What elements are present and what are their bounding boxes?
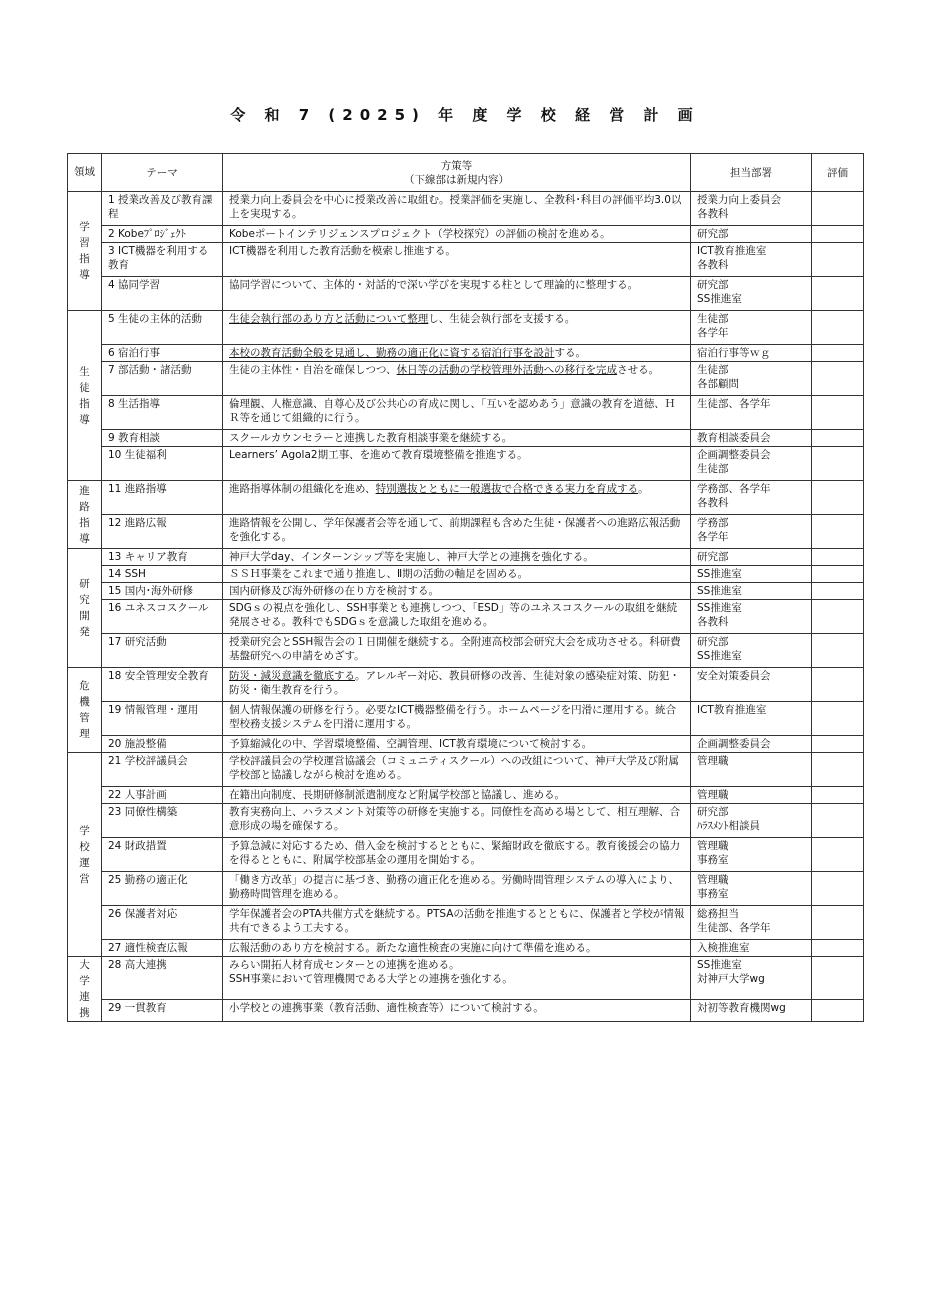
domain-cell: 学習指導	[68, 192, 102, 311]
table-row	[68, 736, 864, 753]
table-row	[68, 362, 864, 396]
policy-text: 生徒の主体性・自治を確保しつつ、	[229, 364, 397, 376]
theme-cell: 20 施設整備	[102, 736, 223, 753]
domain-cell: 大学連携	[68, 957, 102, 1022]
document-title: 令 和 7 (2025) 年 度 学 校 経 営 計 画	[230, 106, 700, 124]
theme-cell: 3 ICT機器を利用する教育	[102, 243, 223, 277]
theme-cell: 15 国内･海外研修	[102, 583, 223, 600]
theme-cell: 6 宿泊行事	[102, 345, 223, 362]
policy-cell	[223, 940, 691, 957]
eval-cell[interactable]	[812, 906, 864, 940]
theme-cell: 13 キャリア教育	[102, 549, 223, 566]
policy-cell	[223, 515, 691, 549]
policy-cell	[223, 668, 691, 702]
table-row	[68, 549, 864, 566]
policy-text: する。	[554, 347, 586, 359]
policy-text: 学校評議員会の学校運営協議会（コミュニティスクール）への改組について、神戸大学及び附属学校部と協議しながら検討を進める。	[229, 755, 679, 781]
policy-text: 。アレルギー対応、教員研修の改善、生徒対象の感染症対策、防犯・防災・衛生教育を行う。	[229, 670, 680, 696]
eval-cell[interactable]	[812, 1000, 864, 1022]
new-content-underlined: 生徒会執行部のあり方と活動について整理	[229, 313, 429, 325]
policy-text: 国内研修及び海外研修の在り方を検討する。	[229, 585, 439, 597]
domain-cell: 進路指導	[68, 481, 102, 549]
dept-cell: 研究部	[691, 226, 812, 243]
theme-cell: 11 進路指導	[102, 481, 223, 515]
theme-cell: 18 安全管理安全教育	[102, 668, 223, 702]
theme-cell: 23 同僚性構築	[102, 804, 223, 838]
policy-cell	[223, 362, 691, 396]
table-body	[68, 192, 864, 1022]
table-row	[68, 515, 864, 549]
eval-cell[interactable]	[812, 396, 864, 430]
dept-cell: 研究部	[691, 549, 812, 566]
dept-cell: 管理職 事務室	[691, 838, 812, 872]
theme-cell: 8 生活指導	[102, 396, 223, 430]
dept-cell: 研究部 SS推進室	[691, 634, 812, 668]
table-row	[68, 872, 864, 906]
policy-cell	[223, 549, 691, 566]
policy-cell	[223, 566, 691, 583]
eval-cell[interactable]	[812, 940, 864, 957]
table-row	[68, 566, 864, 583]
theme-cell: 26 保護者対応	[102, 906, 223, 940]
eval-cell[interactable]	[812, 226, 864, 243]
policy-text: Learners’ Agola2期工事、を進めて教育環境整備を推進する。	[229, 449, 528, 461]
dept-cell: 管理職	[691, 787, 812, 804]
policy-text: 進路情報を公開し、学年保護者会等を通して、前期課程も含めた生徒・保護者への進路広報活動を強化する。	[229, 517, 681, 543]
policy-cell	[223, 192, 691, 226]
table-row	[68, 583, 864, 600]
policy-cell	[223, 583, 691, 600]
header-domain: 領域	[68, 154, 102, 192]
dept-cell: 生徒部、各学年	[691, 396, 812, 430]
domain-cell: 危機管理	[68, 668, 102, 753]
domain-cell: 研究開発	[68, 549, 102, 668]
table-row	[68, 447, 864, 481]
dept-cell: 研究部 SS推進室	[691, 277, 812, 311]
policy-text: し、生徒会執行部を支援する。	[428, 313, 576, 325]
policy-text: スクールカウンセラーと連携した教育相談事業を継続する。	[229, 432, 513, 444]
dept-cell: 管理職 事務室	[691, 872, 812, 906]
dept-cell: 生徒部 各学年	[691, 311, 812, 345]
theme-cell: 7 部活動・諸活動	[102, 362, 223, 396]
policy-cell	[223, 906, 691, 940]
theme-cell: 4 協同学習	[102, 277, 223, 311]
theme-cell: 9 教育相談	[102, 430, 223, 447]
dept-cell: ICT教育推進室	[691, 702, 812, 736]
dept-cell: 安全対策委員会	[691, 668, 812, 702]
new-content-underlined: 本校の教育活動全般を見通し、勤務の適正化に資する宿泊行事を設計	[229, 347, 555, 359]
policy-text: 授業研究会とSSH報告会の１日開催を継続する。全附連高校部会研究大会を成功させる。科研費基盤研究への申請をめざす。	[229, 636, 681, 662]
eval-cell[interactable]	[812, 362, 864, 396]
policy-cell	[223, 600, 691, 634]
eval-cell[interactable]	[812, 566, 864, 583]
policy-text: 予算急減に対応するため、借入金を検討するとともに、緊縮財政を徹底する。教育後援会の協力を得るとともに、附属学校部基金の運用を開始する。	[229, 840, 681, 866]
dept-cell: 生徒部 各部顧問	[691, 362, 812, 396]
policy-cell	[223, 702, 691, 736]
dept-cell: ICT教育推進室 各教科	[691, 243, 812, 277]
table-row	[68, 906, 864, 940]
policy-text: 予算縮減化の中、学習環境整備、空調管理、ICT教育環境について検討する。	[229, 738, 593, 750]
policy-text: 神戸大学day、インターンシップ等を実施し、神戸大学との連携を強化する。	[229, 551, 594, 563]
policy-text: 「働き方改革」の提言に基づき、勤務の適正化を進める。労働時間管理システムの導入により、勤務時間管理を進める。	[229, 874, 680, 900]
policy-text: 在籍出向制度、長期研修制派遣制度など附属学校部と協議し、進める。	[229, 789, 565, 801]
policy-cell	[223, 736, 691, 753]
table-row	[68, 430, 864, 447]
dept-cell: 企画調整委員会	[691, 736, 812, 753]
eval-cell[interactable]	[812, 804, 864, 838]
policy-cell	[223, 872, 691, 906]
dept-cell: 宿泊行事等ｗｇ	[691, 345, 812, 362]
dept-cell: 管理職	[691, 753, 812, 787]
theme-cell: 24 財政措置	[102, 838, 223, 872]
table-row	[68, 702, 864, 736]
table-row	[68, 600, 864, 634]
policy-text: 進路指導体制の組織化を進め、	[229, 483, 376, 495]
eval-cell[interactable]	[812, 345, 864, 362]
dept-cell: 教育相談委員会	[691, 430, 812, 447]
eval-cell[interactable]	[812, 481, 864, 515]
table-row	[68, 787, 864, 804]
eval-cell[interactable]	[812, 838, 864, 872]
theme-cell: 29 一貫教育	[102, 1000, 223, 1022]
new-content-underlined: 防災・減災意識を徹底する	[229, 670, 355, 682]
table-row	[68, 277, 864, 311]
eval-cell[interactable]	[812, 243, 864, 277]
policy-cell	[223, 1000, 691, 1022]
header-eval: 評価	[812, 154, 864, 192]
eval-cell[interactable]	[812, 583, 864, 600]
policy-cell	[223, 634, 691, 668]
eval-cell[interactable]	[812, 753, 864, 787]
dept-cell: 企画調整委員会 生徒部	[691, 447, 812, 481]
policy-text: ICT機器を利用した教育活動を模索し推進する。	[229, 245, 456, 257]
theme-cell: 19 情報管理・運用	[102, 702, 223, 736]
theme-cell: 28 高大連携	[102, 957, 223, 1000]
theme-cell: 17 研究活動	[102, 634, 223, 668]
header-row	[68, 154, 864, 192]
domain-cell: 生徒指導	[68, 311, 102, 481]
theme-cell: 12 進路広報	[102, 515, 223, 549]
policy-cell	[223, 430, 691, 447]
dept-cell: 授業力向上委員会 各教科	[691, 192, 812, 226]
policy-cell	[223, 277, 691, 311]
policy-text: SDGｓの視点を強化し、SSH事業とも連携しつつ、「ESD」等のユネスコスクールの取組を継続発展させる。教科でもSDGｓを意識した取組を進める。	[229, 602, 678, 628]
dept-cell: 入検推進室	[691, 940, 812, 957]
policy-cell	[223, 481, 691, 515]
dept-cell: 総務担当 生徒部、各学年	[691, 906, 812, 940]
dept-cell: 学務部、各学年 各教科	[691, 481, 812, 515]
policy-cell	[223, 957, 691, 1000]
policy-cell	[223, 396, 691, 430]
management-plan-table	[67, 153, 864, 1022]
table-row	[68, 226, 864, 243]
dept-cell: 学務部 各学年	[691, 515, 812, 549]
policy-text: Kobeポートインテリジェンスプロジェクト（学校探究）の評価の検討を進める。	[229, 228, 611, 240]
policy-cell	[223, 311, 691, 345]
table-row	[68, 192, 864, 226]
policy-cell	[223, 838, 691, 872]
policy-cell	[223, 804, 691, 838]
header-policy: 方策等 （下線部は新規内容）	[223, 154, 691, 192]
dept-cell: 対初等教育機関wg	[691, 1000, 812, 1022]
policy-text: 個人情報保護の研修を行う。必要なICT機器整備を行う。ホームページを円滑に運用する。統合型校務支援システムを円滑に運用する。	[229, 704, 677, 730]
policy-cell	[223, 243, 691, 277]
policy-text: 協同学習について、主体的・対話的で深い学びを実現する柱として理論的に整理する。	[229, 279, 639, 291]
dept-cell: SS推進室 対神戸大学wg	[691, 957, 812, 1000]
policy-text: 学年保護者会のPTA共催方式を継続する。PTSAの活動を推進するとともに、保護者と学校が情報共有できるよう工夫する。	[229, 908, 685, 934]
table-row	[68, 838, 864, 872]
eval-cell[interactable]	[812, 430, 864, 447]
table-row	[68, 243, 864, 277]
theme-cell: 1 授業改善及び教育課程	[102, 192, 223, 226]
policy-cell	[223, 753, 691, 787]
table-row	[68, 481, 864, 515]
policy-text: みらい開拓人材育成センターとの連携を進める。 SSH事業において管理機関である大学との連携を強化する。	[229, 959, 513, 985]
policy-cell	[223, 447, 691, 481]
dept-cell: SS推進室	[691, 583, 812, 600]
table-row	[68, 804, 864, 838]
header-theme: テーマ	[102, 154, 223, 192]
dept-cell: SS推進室	[691, 566, 812, 583]
eval-cell[interactable]	[812, 447, 864, 481]
theme-cell: 22 人事計画	[102, 787, 223, 804]
dept-cell: 研究部 ﾊﾗｽﾒﾝﾄ相談員	[691, 804, 812, 838]
policy-cell	[223, 345, 691, 362]
theme-cell: 21 学校評議員会	[102, 753, 223, 787]
header-dept: 担当部署	[691, 154, 812, 192]
eval-cell[interactable]	[812, 702, 864, 736]
policy-text: させる。	[617, 364, 660, 376]
table-row	[68, 396, 864, 430]
table-row	[68, 940, 864, 957]
new-content-underlined: 休日等の活動の学校管理外活動への移行を完成	[396, 364, 618, 376]
table-row	[68, 345, 864, 362]
eval-cell[interactable]	[812, 515, 864, 549]
eval-cell[interactable]	[812, 787, 864, 804]
dept-cell: SS推進室 各教科	[691, 600, 812, 634]
domain-cell: 学校運営	[68, 753, 102, 957]
eval-cell[interactable]	[812, 192, 864, 226]
table-row	[68, 957, 864, 1000]
policy-text: 。	[638, 483, 649, 495]
table-row	[68, 668, 864, 702]
eval-cell[interactable]	[812, 277, 864, 311]
theme-cell: 10 生徒福利	[102, 447, 223, 481]
policy-text: ＳＳＨ事業をこれまで通り推進し、Ⅱ期の活動の軸足を固める。	[229, 568, 529, 580]
policy-cell	[223, 226, 691, 243]
policy-text: 広報活動のあり方を検討する。新たな適性検査の実施に向けて準備を進める。	[229, 942, 597, 954]
theme-cell: 25 勤務の適正化	[102, 872, 223, 906]
policy-text: 倫理観、人権意識、自尊心及び公共心の育成に関し、「互いを認めあう」意識の教育を道徳、ＨＲ等を通じて組織的に行う。	[229, 398, 676, 424]
eval-cell[interactable]	[812, 668, 864, 702]
theme-cell: 2 Kobeﾌﾟﾛｼﾞｪｸﾄ	[102, 226, 223, 243]
policy-cell	[223, 787, 691, 804]
policy-text: 教育実務向上、ハラスメント対策等の研修を実施する。同僚性を高める場として、相互理解、合意形成の場を確保する。	[229, 806, 680, 832]
eval-cell[interactable]	[812, 600, 864, 634]
eval-cell[interactable]	[812, 549, 864, 566]
eval-cell[interactable]	[812, 736, 864, 753]
eval-cell[interactable]	[812, 872, 864, 906]
eval-cell[interactable]	[812, 957, 864, 1000]
table-row	[68, 1000, 864, 1022]
table-row	[68, 311, 864, 345]
new-content-underlined: 特別選抜とともに一般選抜で合格できる実力を育成する	[375, 483, 639, 495]
table-row	[68, 753, 864, 787]
eval-cell[interactable]	[812, 634, 864, 668]
theme-cell: 14 SSH	[102, 566, 223, 583]
theme-cell: 27 適性検査広報	[102, 940, 223, 957]
policy-text: 小学校との連携事業（教育活動、適性検査等）について検討する。	[229, 1002, 544, 1015]
theme-cell: 5 生徒の主体的活動	[102, 311, 223, 345]
table-row	[68, 634, 864, 668]
eval-cell[interactable]	[812, 311, 864, 345]
policy-text: 授業力向上委員会を中心に授業改善に取組む。授業評価を実施し、全教科･科目の評価平均3.0以上を実現する。	[229, 194, 682, 220]
theme-cell: 16 ユネスコスクール	[102, 600, 223, 634]
